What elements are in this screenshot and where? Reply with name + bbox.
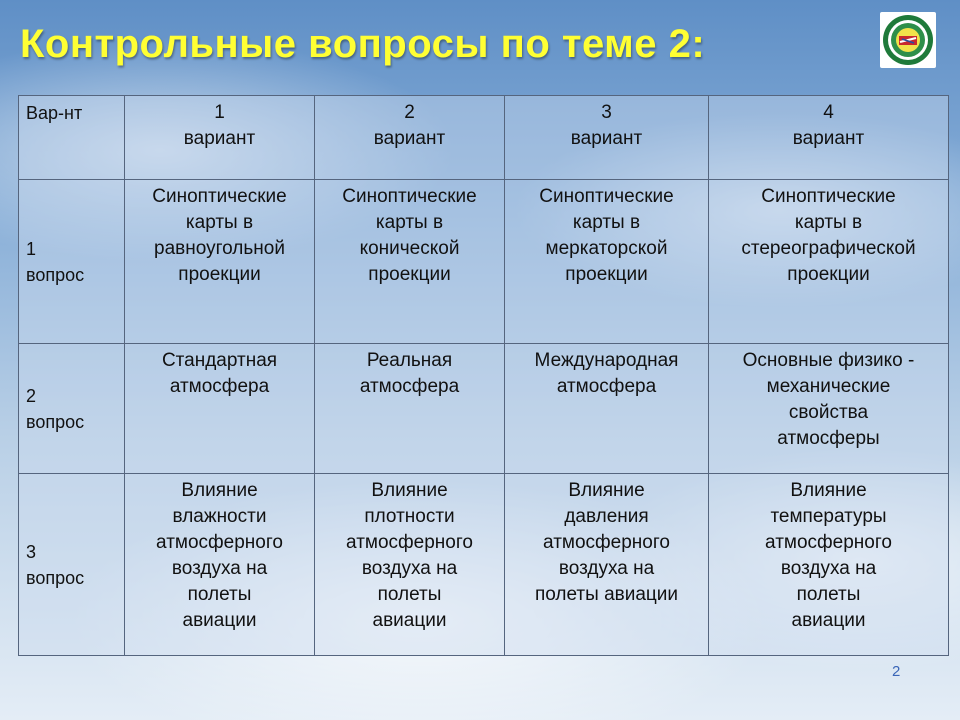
table-cell: Реальная атмосфера bbox=[315, 344, 505, 474]
table-row-question-3 bbox=[19, 474, 949, 656]
column-header-variant-2: 2 вариант bbox=[315, 96, 505, 180]
column-header-variant-4: 4 вариант bbox=[709, 96, 949, 180]
table-cell: Влияние температуры атмосферного воздуха на полеты авиации bbox=[709, 474, 949, 656]
table-cell: Синоптические карты в меркаторской проекции bbox=[505, 180, 709, 344]
row-header-question-2: 2 вопрос bbox=[19, 344, 125, 474]
table-cell: Основные физико - механические свойства атмосферы bbox=[709, 344, 949, 474]
table-cell: Стандартная атмосфера bbox=[125, 344, 315, 474]
page-number: 2 bbox=[892, 663, 901, 680]
table-cell: Влияние влажности атмосферного воздуха на полеты авиации bbox=[125, 474, 315, 656]
column-header-variant-1: 1 вариант bbox=[125, 96, 315, 180]
row-header-question-3: 3 вопрос bbox=[19, 474, 125, 656]
column-header-variant-3: 3 вариант bbox=[505, 96, 709, 180]
slide-title: Контрольные вопросы по теме 2: bbox=[20, 22, 706, 66]
table-row-question-2 bbox=[19, 344, 949, 474]
row-header-question-1: 1 вопрос bbox=[19, 180, 125, 344]
table-cell: Синоптические карты в равноугольной проекции bbox=[125, 180, 315, 344]
university-emblem-icon bbox=[880, 12, 936, 68]
table-cell: Влияние плотности атмосферного воздуха на полеты авиации bbox=[315, 474, 505, 656]
table-cell: Синоптические карты в стереографической проекции bbox=[709, 180, 949, 344]
table-header-row bbox=[19, 96, 949, 180]
corner-header-cell: Вар-нт bbox=[19, 96, 125, 180]
table-cell: Международная атмосфера bbox=[505, 344, 709, 474]
questions-table bbox=[18, 95, 949, 656]
table-row-question-1 bbox=[19, 180, 949, 344]
table-cell: Синоптические карты в конической проекции bbox=[315, 180, 505, 344]
table-cell: Влияние давления атмосферного воздуха на полеты авиации bbox=[505, 474, 709, 656]
